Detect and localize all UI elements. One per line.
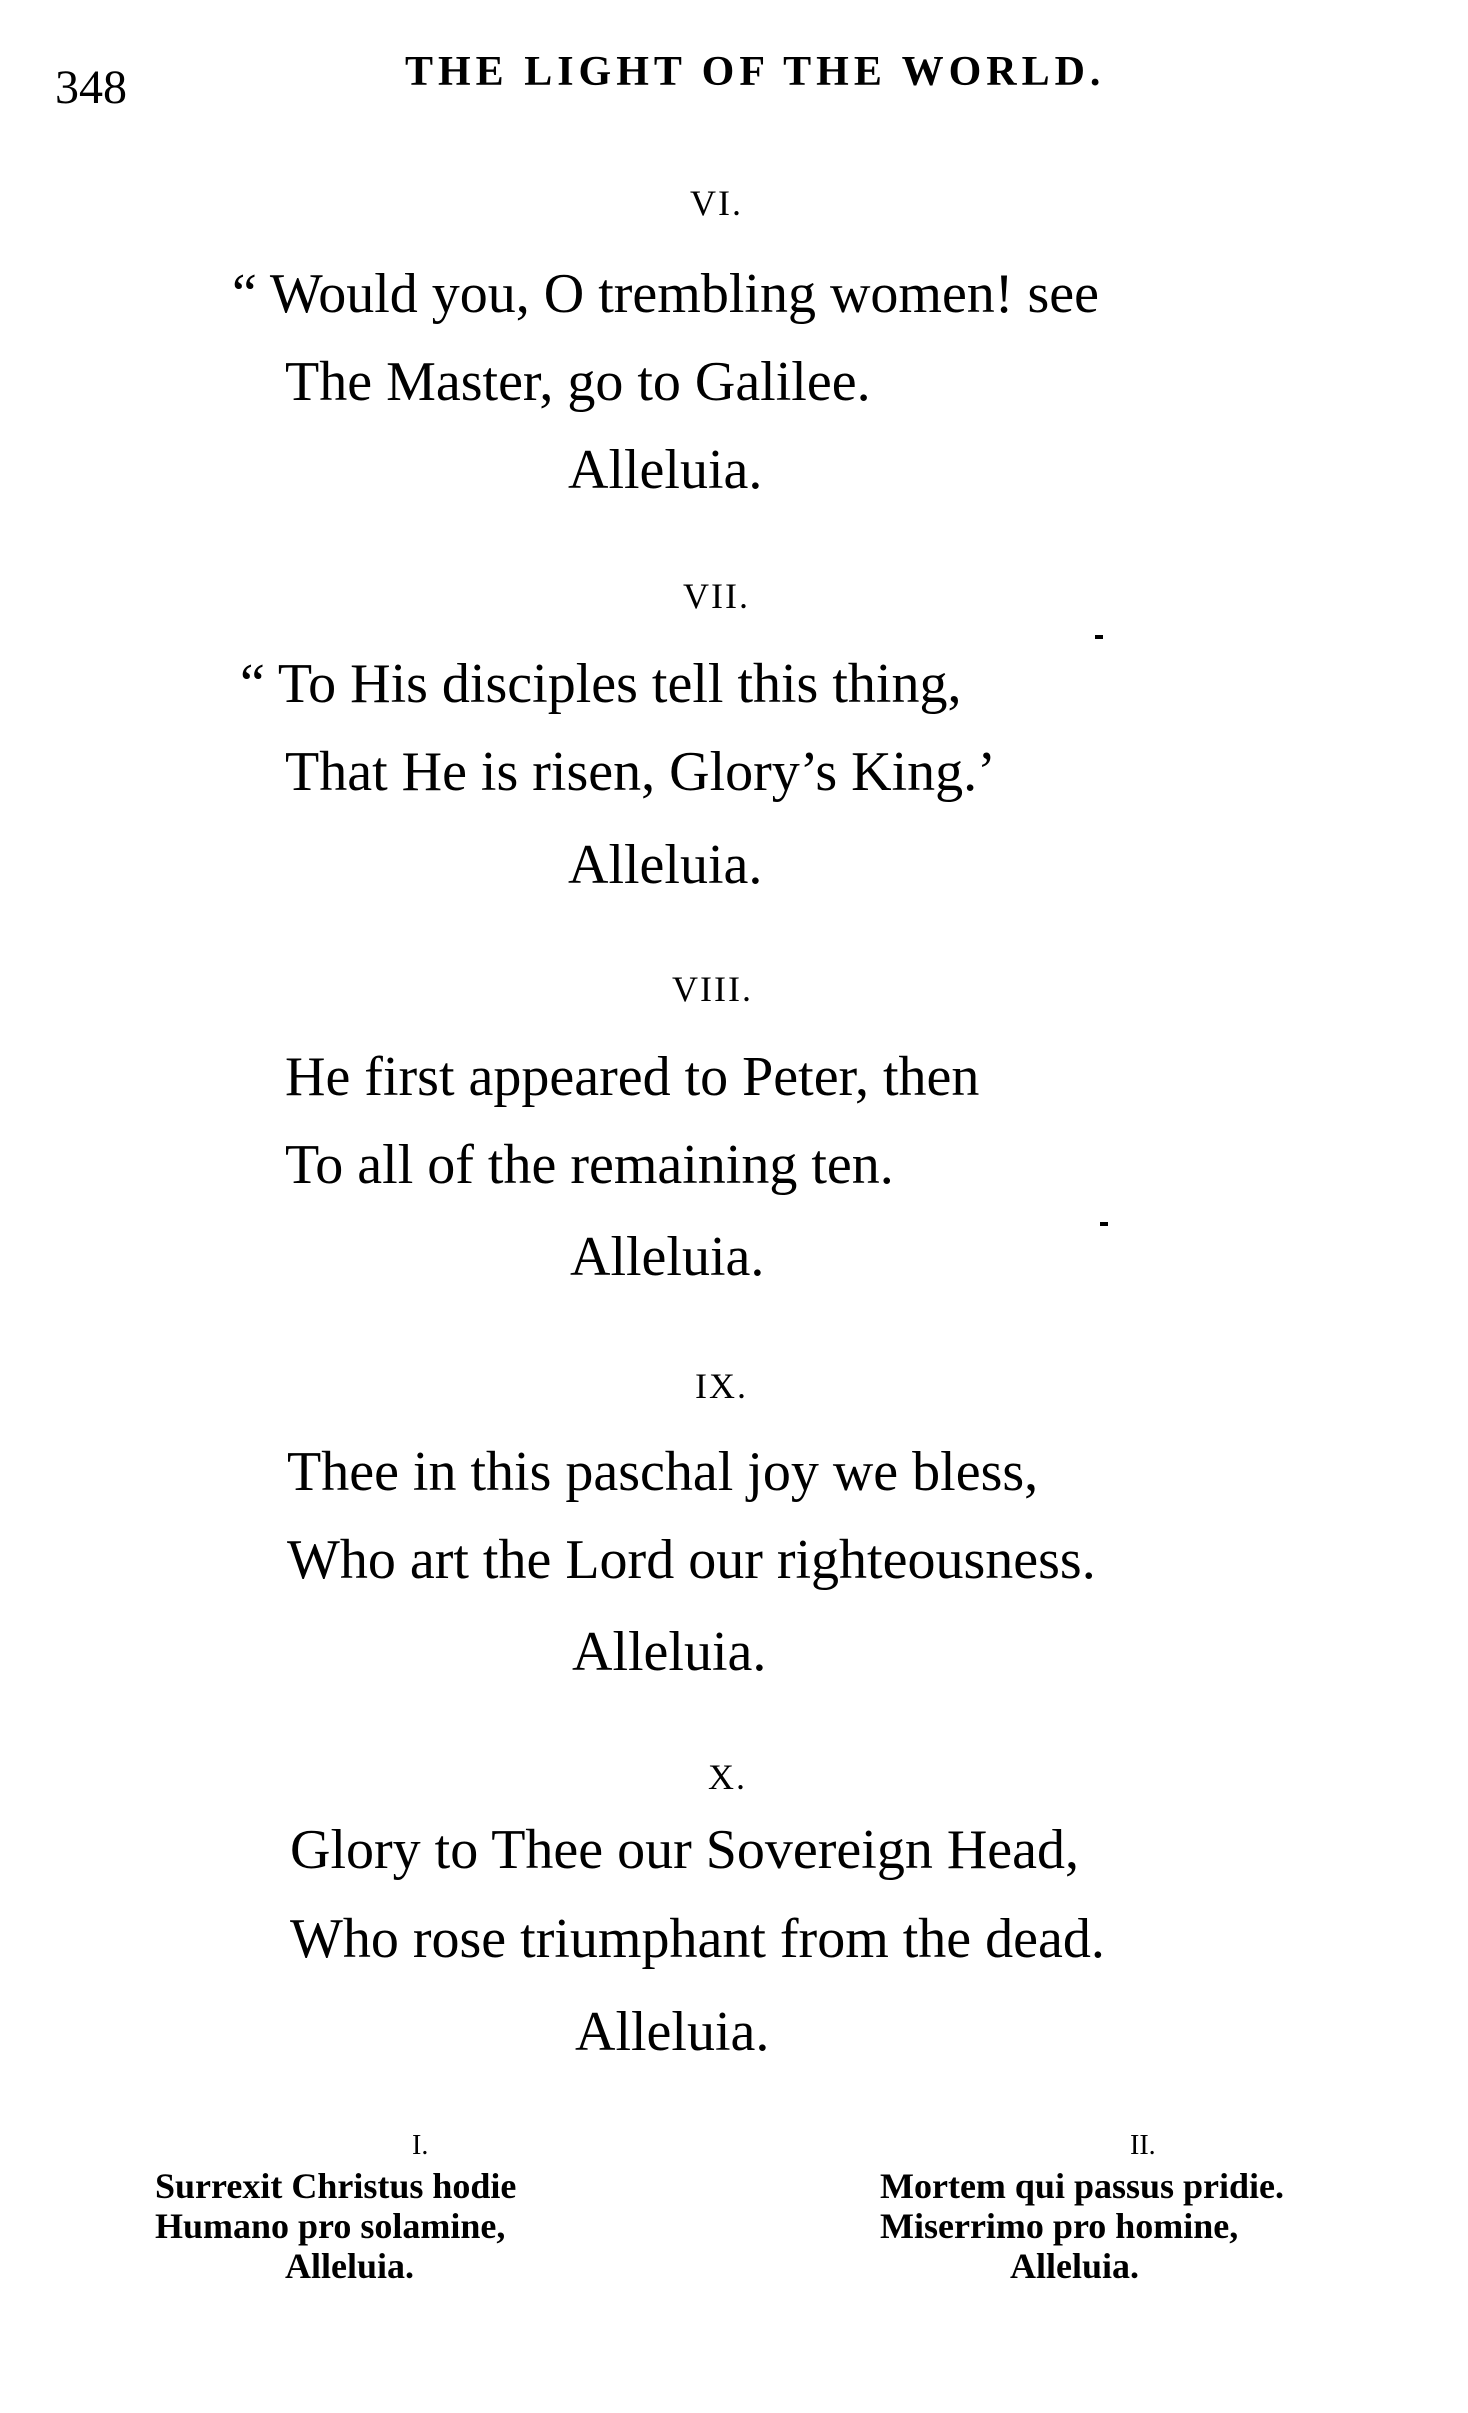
footnote-line: Miserrimo pro homine, (880, 2206, 1239, 2246)
verse-line: Thee in this paschal joy we bless, (287, 1441, 1039, 1503)
refrain: Alleluia. (572, 1621, 767, 1683)
verse-line: To all of the remaining ten. (285, 1134, 894, 1196)
verse-line: “ Would you, O trembling women! see (232, 263, 1099, 325)
footnote-numeral: I. (412, 2130, 429, 2161)
verse-line: He first appeared to Peter, then (285, 1046, 980, 1108)
verse-line: The Master, go to Galilee. (285, 351, 871, 413)
verse-line: Glory to Thee our Sovereign Head, (290, 1819, 1079, 1881)
refrain: Alleluia. (568, 439, 763, 501)
stanza-numeral: VIII. (672, 969, 753, 1009)
running-head: THE LIGHT OF THE WORLD. (405, 49, 1106, 95)
stanza-numeral: VII. (683, 576, 750, 616)
footnote-line: Humano pro solamine, (155, 2206, 506, 2246)
page-number: 348 (55, 61, 127, 114)
footnote-numeral: II. (1130, 2130, 1156, 2161)
refrain: Alleluia. (568, 834, 763, 896)
footnote-line: Alleluia. (1010, 2246, 1140, 2286)
refrain: Alleluia. (575, 2001, 770, 2063)
verse-line: Who art the Lord our righteousness. (287, 1529, 1096, 1591)
verse-line: That He is risen, Glory’s King.’ (285, 741, 996, 803)
refrain: Alleluia. (570, 1226, 765, 1288)
footnote-line: Surrexit Christus hodie (155, 2166, 517, 2206)
verse-line: Who rose triumphant from the dead. (290, 1908, 1105, 1970)
stray-mark (1100, 1222, 1108, 1226)
footnote-line: Mortem qui passus pridie. (880, 2166, 1285, 2206)
stanza-numeral: IX. (695, 1366, 748, 1406)
stanza-numeral: VI. (690, 183, 743, 223)
stanza-numeral: X. (708, 1757, 747, 1797)
stray-mark (1095, 635, 1103, 639)
footnote-line: Alleluia. (285, 2246, 415, 2286)
verse-line: “ To His disciples tell this thing, (240, 653, 962, 715)
